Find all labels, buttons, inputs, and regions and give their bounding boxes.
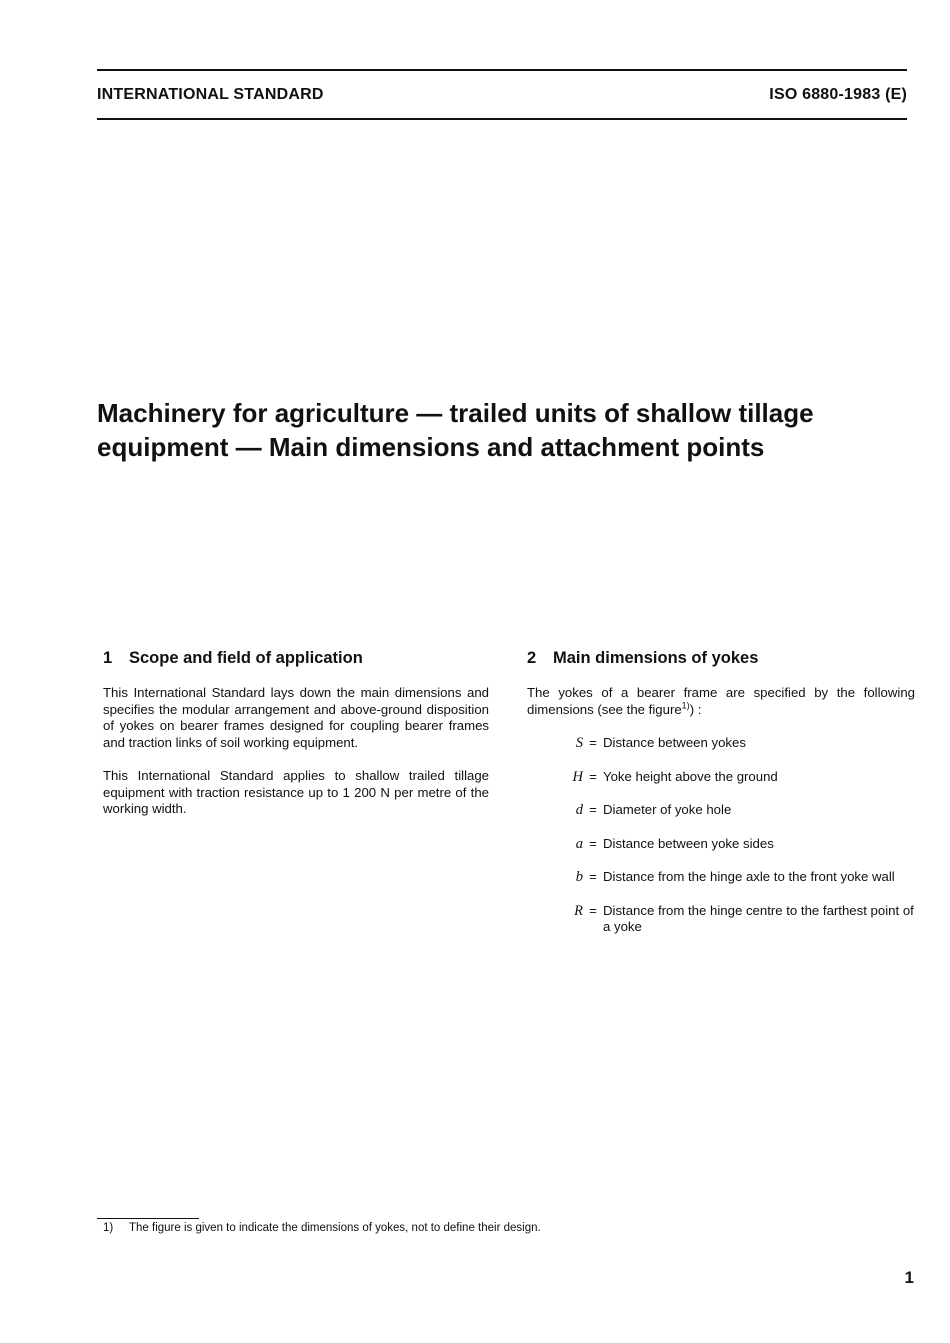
definition-symbol: R	[574, 902, 583, 919]
scope-paragraph-2-end: per metre of the working width.	[103, 784, 489, 816]
scope-paragraph-2-start: This International Standard applies to shallow trailed tillage equipment with traction resistance up to	[103, 768, 489, 800]
section-2-heading	[527, 647, 915, 669]
definition-item	[527, 869, 915, 886]
definition-equals: =	[589, 802, 597, 817]
definition-text: Distance from the hinge centre to the farthest point of a yoke	[603, 902, 914, 934]
scope-paragraph-2	[103, 768, 489, 818]
footnote-separator	[97, 1218, 199, 1219]
definition-text: Yoke height above the ground	[603, 768, 778, 784]
definition-item	[527, 802, 915, 819]
yokes-intro-end: ) :	[689, 701, 702, 717]
footnote	[103, 1222, 541, 1234]
definition-text: Distance between yoke sides	[603, 835, 774, 851]
header-bottom-rule	[97, 118, 907, 120]
definition-symbol: b	[575, 869, 583, 885]
section-2-number: 2	[527, 649, 537, 667]
footnote-text: The figure is given to indicate the dimensions of yokes, not to define their design.	[129, 1222, 541, 1234]
section-1-number: 1	[103, 649, 113, 667]
section-1-title: Scope and field of application	[129, 649, 363, 667]
document-title: Machinery for agriculture — trailed units of shallow tillage equipment — Main dimensions and attachment points	[97, 398, 814, 462]
standard-number: ISO 6880-1983 (E)	[769, 86, 907, 103]
definition-symbol: d	[575, 802, 583, 818]
yokes-intro-text: The yokes of a bearer frame are specified by the following dimensions (see the figure	[527, 685, 915, 717]
section-1-heading	[103, 647, 489, 669]
definition-item	[527, 769, 915, 786]
definition-item	[527, 735, 915, 752]
definition-equals: =	[589, 902, 597, 918]
header-top-rule	[97, 69, 907, 71]
traction-resistance-value: 1 200 N	[342, 784, 390, 800]
section-yoke-dimensions	[527, 647, 915, 953]
definition-symbol: a	[575, 835, 583, 852]
definition-item	[527, 903, 915, 936]
definition-equals: =	[589, 735, 597, 750]
definition-symbol: H	[572, 768, 583, 785]
definition-text: Distance from the hinge axle to the front yoke wall	[603, 869, 895, 884]
definition-symbol: S	[575, 735, 583, 751]
definition-equals: =	[589, 768, 597, 784]
section-2-title: Main dimensions of yokes	[553, 649, 759, 667]
footnote-reference: 1)	[681, 700, 690, 711]
document-type-label: INTERNATIONAL STANDARD	[97, 86, 324, 103]
page-number: 1	[904, 1268, 914, 1287]
definition-item	[527, 836, 915, 853]
definition-text: Distance between yokes	[603, 735, 746, 750]
yokes-intro-paragraph	[527, 685, 915, 718]
footnote-mark: 1)	[103, 1222, 114, 1234]
scope-paragraph-1: This International Standard lays down the main dimensions and specifies the modular arrangement and above-ground disposition of yokes on bearer frames designed for coupling bearer frames and traction links of soil working equipment.	[103, 685, 489, 750]
definition-equals: =	[589, 869, 597, 884]
definition-equals: =	[589, 835, 597, 851]
section-scope	[103, 647, 489, 835]
definition-text: Diameter of yoke hole	[603, 802, 732, 817]
